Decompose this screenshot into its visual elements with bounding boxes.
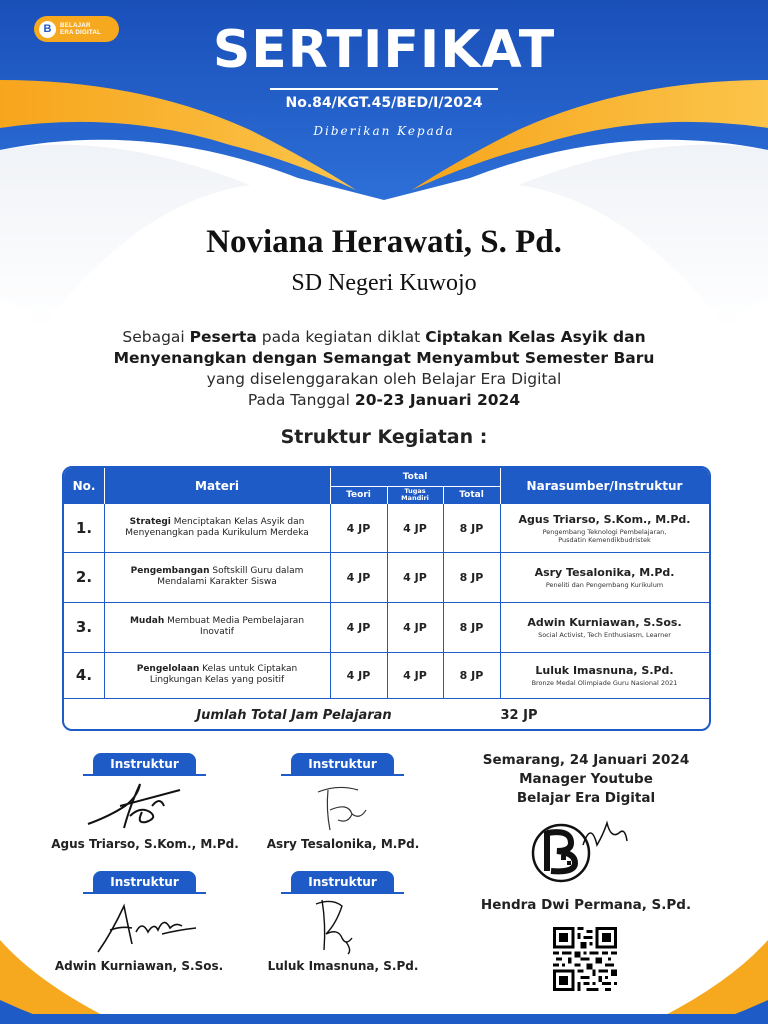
row-total: 8 JP <box>459 570 484 584</box>
event-name: Ciptakan Kelas Asyik dan Menyenangkan dengan Semangat Menyambut Semester Baru <box>113 328 655 367</box>
signing-place-date: Semarang, 24 Januari 2024 <box>482 752 690 768</box>
row-total: 8 JP <box>459 668 484 682</box>
signature-asry <box>308 780 374 836</box>
signatory-name: Hendra Dwi Permana, S.Pd. <box>480 897 692 913</box>
row-materi: Strategi Menciptakan Kelas Asyik dan Menyenangkan pada Kurikulum Merdeka <box>125 517 309 538</box>
header-no: No. <box>72 479 96 493</box>
row-narasumber: Agus Triarso, S.Kom., M.Pd. Pengembang Teknologi Pembelajaran, Pusdatin Kemendikbudristek <box>518 512 691 544</box>
event-date: 20-23 Januari 2024 <box>354 391 521 409</box>
recipient-name: Noviana Herawati, S. Pd. <box>206 224 562 260</box>
row-narasumber: Asry Tesalonika, M.Pd. Peneliti dan Pengembang Kurikulum <box>534 565 675 589</box>
row-narasumber: Luluk Imasnuna, S.Pd. Bronze Medal Olimpiade Guru Nasional 2021 <box>531 663 678 687</box>
signatory-organization: Belajar Era Digital <box>516 790 656 806</box>
row-total: 8 JP <box>459 521 484 535</box>
brand-logo-text: BELAJAR ERA DIGITAL <box>60 22 102 36</box>
signature-luluk <box>312 894 362 956</box>
instructor-badge: Instruktur <box>93 871 196 892</box>
row-teori: 4 JP <box>346 620 371 634</box>
row-tugas: 4 JP <box>403 521 427 535</box>
header-divider <box>104 468 105 504</box>
row-narasumber: Adwin Kurniawan, S.Sos. Social Activist, Tech Enthusiasm, Learner <box>527 615 682 639</box>
row-number: 4. <box>75 666 93 684</box>
activity-structure-table <box>62 466 711 731</box>
qr-code-icon <box>551 927 619 991</box>
row-tugas: 4 JP <box>403 620 427 634</box>
header-total-group: Total <box>402 472 428 482</box>
row-number: 3. <box>75 618 93 636</box>
row-number: 1. <box>75 519 93 537</box>
header-materi: Materi <box>195 479 239 493</box>
title-divider <box>270 88 498 90</box>
structure-title: Struktur Kegiatan : <box>280 426 488 448</box>
row-teori: 4 JP <box>346 570 371 584</box>
row-teori: 4 JP <box>346 668 371 682</box>
header-divider <box>500 468 501 504</box>
header-total: Total <box>459 490 484 500</box>
row-total: 8 JP <box>459 620 484 634</box>
header-teori: Teori <box>346 490 371 500</box>
signatory-block <box>456 751 716 808</box>
brand-logo-icon: B <box>39 21 56 38</box>
organization-seal <box>531 815 651 891</box>
row-materi: Mudah Membuat Media Pembelajaran Inovatif <box>129 616 305 637</box>
header-divider <box>387 486 388 504</box>
row-materi: Pengelolaan Kelas untuk Ciptakan Lingkungan Kelas yang positif <box>136 664 298 685</box>
instructor-name: Agus Triarso, S.Kom., M.Pd. <box>51 837 239 851</box>
certificate-title: SERTIFIKAT <box>212 20 556 80</box>
given-to-label: Diberikan Kepada <box>313 124 455 138</box>
instructor-badge: Instruktur <box>291 753 394 774</box>
row-number: 2. <box>75 568 93 586</box>
row-tugas: 4 JP <box>403 570 427 584</box>
signature-agus <box>80 776 190 836</box>
row-materi: Pengembangan Softskill Guru dalam Mendalami Karakter Siswa <box>130 566 304 587</box>
signature-adwin <box>92 896 202 958</box>
row-teori: 4 JP <box>346 521 371 535</box>
participant-role: Peserta <box>189 328 257 346</box>
header-tugas-mandiri: Tugas Mandiri <box>401 487 429 502</box>
header-narasumber: Narasumber/Instruktur <box>526 479 683 493</box>
certificate-description: Sebagai Peserta pada kegiatan diklat Ciptakan Kelas Asyik dan Menyenangkan dengan Semangat Menyambut Semester Baru yang diselenggarakan oleh Belajar Era Digital Pada Tanggal 20-23 Januari 2024 <box>113 328 655 409</box>
header-divider <box>330 486 500 487</box>
instructor-badge: Instruktur <box>93 753 196 774</box>
instructor-name: Asry Tesalonika, M.Pd. <box>266 837 420 851</box>
signatory-position: Manager Youtube <box>519 771 653 787</box>
header-divider <box>443 486 444 504</box>
recipient-school: SD Negeri Kuwojo <box>291 270 477 296</box>
certificate-number: No.84/KGT.45/BED/I/2024 <box>285 95 483 111</box>
instructor-name: Adwin Kurniawan, S.Sos. <box>54 959 224 973</box>
row-tugas: 4 JP <box>403 668 427 682</box>
instructor-badge: Instruktur <box>291 871 394 892</box>
instructor-name: Luluk Imasnuna, S.Pd. <box>267 959 419 973</box>
total-hours-value: 32 JP <box>500 707 538 723</box>
total-hours-label: Jumlah Total Jam Pelajaran <box>196 707 392 723</box>
